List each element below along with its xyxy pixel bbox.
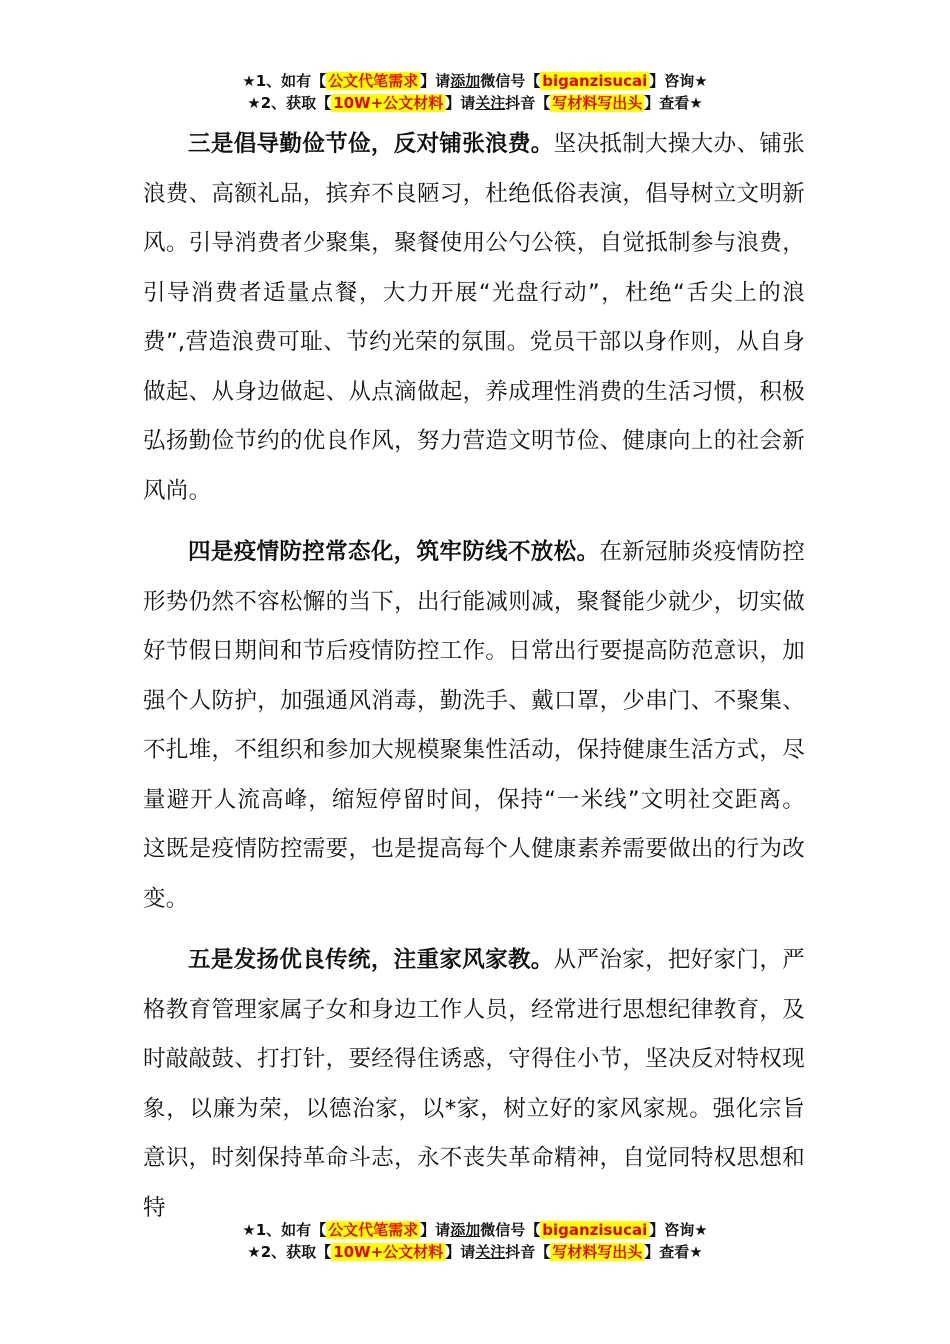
highlight-materials: 10W+公文材料: [333, 1243, 444, 1261]
banner-text: 】咨询★: [649, 1221, 708, 1239]
paragraph-heading: 四是疫情防控常态化，筑牢防线不放松。: [188, 539, 600, 565]
banner-underlined: 关注: [475, 94, 506, 112]
highlight-wechat-id: biganzisucai: [542, 1221, 648, 1239]
paragraph-text: 从严治家，把好家门，严格教育管理家属子女和身边工作人员，经常进行思想纪律教育，及时敲敲鼓、打打针，要经得住诱惑，守得住小节，坚决反对特权现象，以廉为荣，以德治家，以*家，树立好的家风家规。强化宗旨意识，时刻保持革命斗志，永不丧失革命精神，自觉同特权思想和特: [143, 947, 805, 1221]
banner-text: ★1、如有【: [242, 72, 327, 90]
banner-text: ★2、获取【: [247, 94, 332, 112]
document-body: [143, 120, 805, 1245]
paragraph-text: 在新冠肺炎疫情防控形势仍然不容松懈的当下，出行能减则减，聚餐能少就少，切实做好节假日期间和节后疫情防控工作。日常出行要提高防范意识，加强个人防护，加强通风消毒，勤洗手、戴口罩，少串门、不聚集、不扎堆，不组织和参加大规模聚集性活动，保持健康生活方式，尽量避开人流高峰，缩短停留时间，保持“一米线”文明社交距离。这既是疫情防控需要，也是提高每个人健康素养需要做出的行为改变。: [143, 539, 806, 912]
header-banner: [0, 70, 950, 114]
paragraph-5: [143, 936, 805, 1233]
paragraph-3: [143, 120, 805, 516]
highlight-service: 公文代笔需求: [328, 72, 419, 90]
banner-underlined: 关注: [475, 1243, 506, 1261]
banner-text: 】请: [420, 1221, 451, 1239]
paragraph-heading: 五是发扬优良传统，注重家风家教。: [188, 947, 554, 973]
banner-underlined: 添加: [450, 72, 481, 90]
banner-line-1: [0, 70, 950, 92]
banner-text: 】请: [420, 72, 451, 90]
paragraph-text: 坚决抵制大操大办、铺张浪费、高额礼品，摈弃不良陋习，杜绝低俗表演，倡导树立文明新风。引导消费者少聚集，聚餐使用公勺公筷，自觉抵制参与浪费，引导消费者适量点餐，大力开展“光盘行动”，杜绝“舌尖上的浪费”,营造浪费可耻、节约光荣的氛围。党员干部以身作则，从自身做起、从身边做起、从点滴做起，养成理性消费的生活习惯，积极弘扬勤俭节约的优良作风，努力营造文明节俭、健康向上的社会新风尚。: [143, 131, 805, 504]
highlight-service: 公文代笔需求: [328, 1221, 419, 1239]
paragraph-4: [143, 528, 805, 924]
banner-text: 】查看★: [644, 1243, 703, 1261]
highlight-douyin-account: 写材料写出头: [552, 94, 643, 112]
banner-underlined: 添加: [450, 1221, 481, 1239]
banner-text: 】请: [445, 94, 476, 112]
banner-text: ★1、如有【: [242, 1221, 327, 1239]
banner-line-1: [0, 1219, 950, 1241]
paragraph-heading: 三是倡导勤俭节俭，反对铺张浪费。: [188, 131, 554, 157]
banner-text: 】查看★: [644, 94, 703, 112]
banner-text: 微信号【: [480, 1221, 541, 1239]
banner-text: ★2、获取【: [247, 1243, 332, 1261]
highlight-materials: 10W+公文材料: [333, 94, 444, 112]
footer-banner: [0, 1219, 950, 1263]
banner-text: 】请: [445, 1243, 476, 1261]
banner-text: 】咨询★: [649, 72, 708, 90]
banner-text: 微信号【: [480, 72, 541, 90]
banner-text: 抖音【: [505, 94, 551, 112]
banner-text: 抖音【: [505, 1243, 551, 1261]
banner-line-2: [0, 1241, 950, 1263]
highlight-douyin-account: 写材料写出头: [552, 1243, 643, 1261]
banner-line-2: [0, 92, 950, 114]
highlight-wechat-id: biganzisucai: [542, 72, 648, 90]
